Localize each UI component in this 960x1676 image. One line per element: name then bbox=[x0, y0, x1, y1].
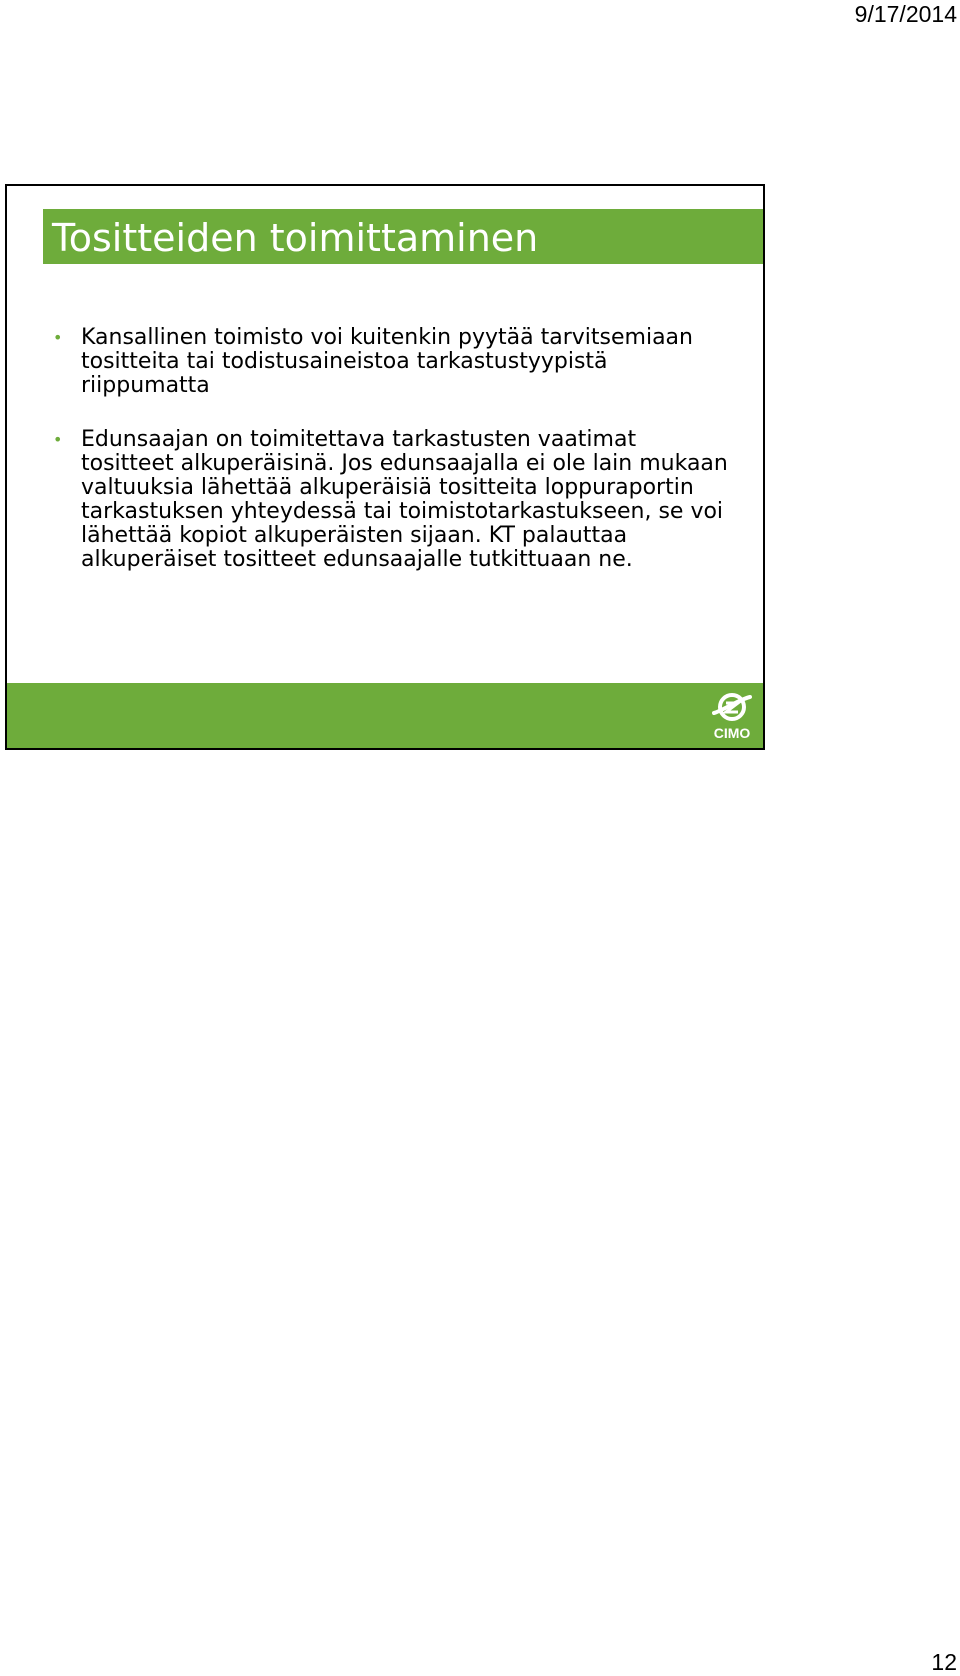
cimo-logo-icon bbox=[712, 691, 752, 723]
bullet-dot-icon: • bbox=[53, 328, 63, 347]
page-number: 12 bbox=[931, 1649, 957, 1675]
bullet-dot-icon: • bbox=[53, 430, 63, 449]
footer-bar bbox=[7, 683, 763, 748]
page-date: 9/17/2014 bbox=[854, 1, 957, 27]
slide-title: Tositteiden toimittaminen bbox=[52, 216, 539, 260]
bullet-item bbox=[7, 326, 765, 398]
cimo-logo bbox=[709, 691, 755, 741]
title-bar bbox=[43, 209, 765, 264]
bullet-text: Kansallinen toimisto voi kuitenkin pyytää tarvitsemiaan tositteita tai todistusaineistoa tarkastustyypistä riippumatta bbox=[81, 325, 693, 398]
slide bbox=[5, 184, 765, 750]
bullet-item bbox=[7, 428, 765, 572]
bullet-text: Edunsaajan on toimitettava tarkastusten vaatimat tositteet alkuperäisinä. Jos edunsaajalla ei ole lain mukaan valtuuksia lähettää alkuperäisiä tositteita loppuraportin tarkastuksen yhteydessä tai toimistotarkastukseen, se voi lähettää kopiot alkuperäisten sijaan. KT palauttaa alkuperäiset tositteet edunsaajalle tutkittuaan ne. bbox=[81, 427, 728, 572]
logo-text: CIMO bbox=[713, 725, 751, 741]
bullet-list bbox=[7, 326, 765, 572]
